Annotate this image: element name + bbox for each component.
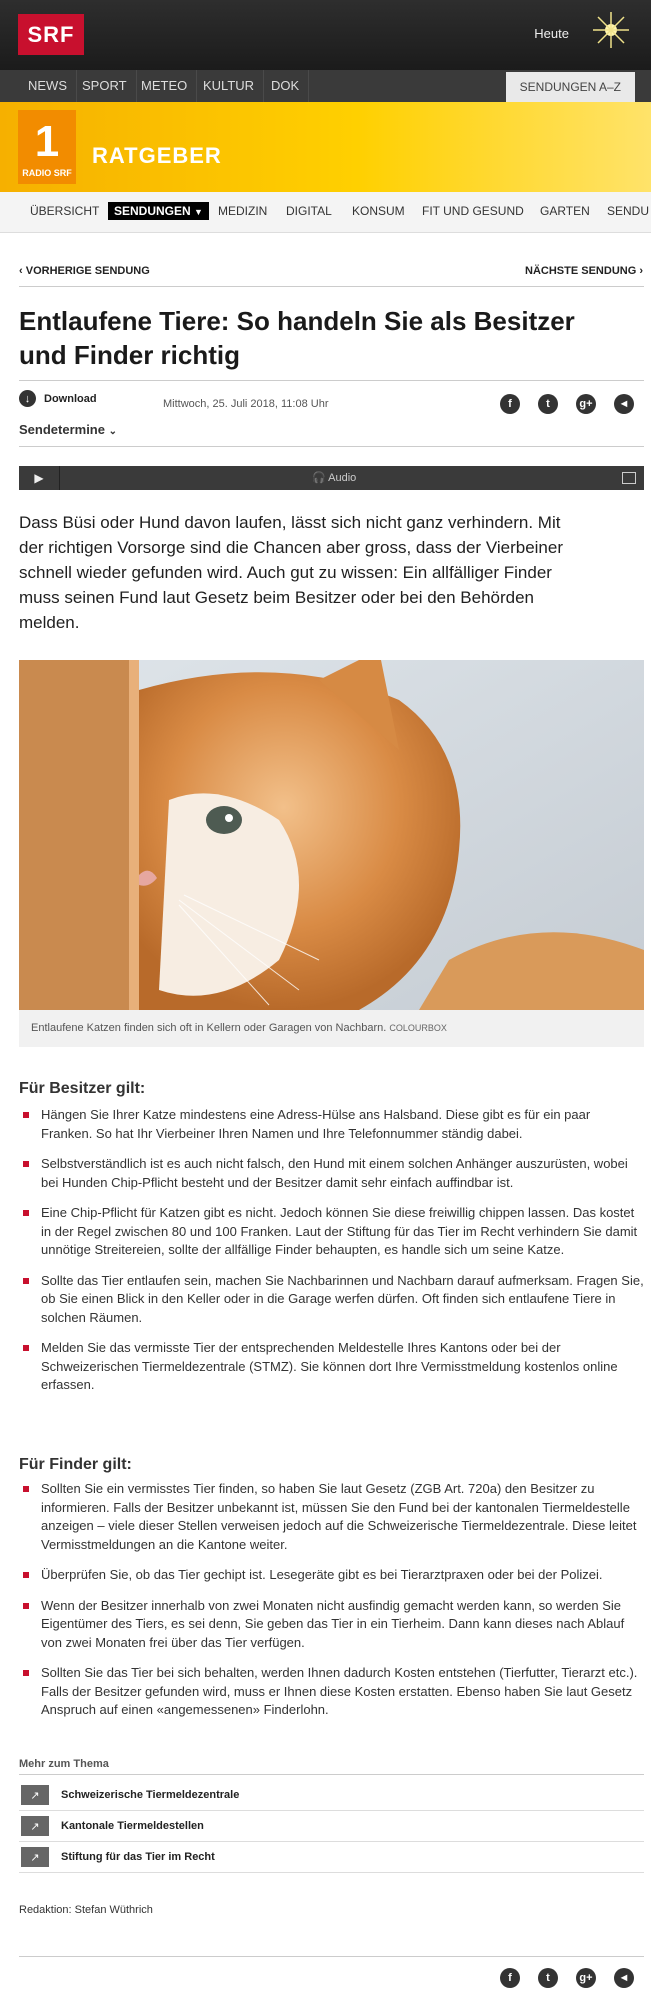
bullet-icon	[23, 1603, 29, 1609]
share-icon[interactable]: ◄	[614, 1968, 634, 1988]
twitter-icon[interactable]: t	[538, 1968, 558, 1988]
list-item-text: Sollten Sie ein vermisstes Tier finden, so haben Sie laut Gesetz (ZGB Art. 720a) den Besitzer zu informieren. Falls der Besitzer unbekannt ist, müssen Sie den Fund bei der kantonalen Tiermeldestelle anzeigen – viele dieser Stellen verweisen jedoch auf die Schweizerische Tiermeldezentrale. Diese leitet Vermisstmeldungen an die Kantone weiter.	[41, 1481, 637, 1552]
nav-sport[interactable]: SPORT	[73, 70, 137, 102]
cat-photo	[19, 660, 644, 1010]
download-button[interactable]	[19, 390, 97, 407]
list-item-text: Sollten Sie das Tier bei sich behalten, werden Ihnen dadurch Kosten entstehen (Tierfutter, Tierarzt etc.). Falls der Besitzer gefunden wird, muss er Ihnen diese Kosten erstatten. Ebenso haben Sie laut Gesetz Anspruch auf einen «angemessenen» Finderlohn.	[41, 1665, 638, 1717]
related-link[interactable]	[19, 1812, 644, 1842]
publish-date: Mittwoch, 25. Juli 2018, 11:08 Uhr	[163, 398, 329, 410]
caption-credit: COLOURBOX	[389, 1023, 447, 1033]
list-item-text: Eine Chip-Pflicht für Katzen gibt es nicht. Jedoch können Sie diese freiwillig chippen lassen. Das kostet in der Regel zwischen 80 und 100 Franken. Laut der Stiftung für das Tier im Recht verhindern Sie damit unnötige Streitereien, sollte der allfällige Finder behaupten, es handle sich um seine Katze.	[41, 1205, 638, 1257]
external-link-icon: ↗	[21, 1785, 49, 1805]
section-finder-title: Für Finder gilt:	[19, 1456, 132, 1473]
bullet-icon	[23, 1486, 29, 1492]
sub-nav	[0, 192, 651, 233]
audio-label	[312, 471, 356, 484]
list-item	[19, 1664, 644, 1720]
list-item	[19, 1339, 644, 1395]
sendungen-az-button[interactable]: SENDUNGEN A–Z	[506, 72, 635, 102]
svg-text:RADIO SRF: RADIO SRF	[22, 168, 72, 178]
nav-kultur[interactable]: KULTUR	[194, 70, 264, 102]
subnav-uebersicht[interactable]: ÜBERSICHT	[30, 204, 100, 218]
list-item	[19, 1566, 644, 1585]
sun-icon	[587, 8, 633, 54]
next-episode-label: NÄCHSTE SENDUNG	[525, 265, 637, 277]
photo-caption-box	[19, 1010, 644, 1047]
editor-credit: Redaktion: Stefan Wüthrich	[19, 1904, 153, 1916]
next-episode-link[interactable]	[525, 265, 643, 277]
facebook-icon[interactable]: f	[500, 394, 520, 414]
list-item	[19, 1204, 644, 1260]
top-bar	[0, 0, 651, 70]
twitter-icon[interactable]: t	[538, 394, 558, 414]
program-title[interactable]: RATGEBER	[92, 143, 222, 168]
bullet-icon	[23, 1112, 29, 1118]
list-item	[19, 1480, 644, 1554]
article-title: Entlaufene Tiere: So handeln Sie als Besitzer und Finder richtig	[19, 306, 575, 370]
list-item	[19, 1272, 644, 1328]
subnav-sendungen[interactable]	[108, 202, 209, 220]
photo-caption	[31, 1022, 447, 1034]
related-link-text: Kantonale Tiermeldestellen	[61, 1820, 204, 1832]
googleplus-icon[interactable]: g+	[576, 394, 596, 414]
list-item	[19, 1106, 644, 1143]
facebook-icon[interactable]: f	[500, 1968, 520, 1988]
chevron-right-icon: ›	[636, 265, 643, 277]
subnav-medizin[interactable]: MEDIZIN	[218, 204, 268, 218]
radio-srf-1-logo[interactable]	[18, 110, 76, 184]
related-link-text: Stiftung für das Tier im Recht	[61, 1851, 215, 1863]
audio-player	[19, 466, 644, 490]
nav-meteo[interactable]: METEO	[132, 70, 197, 102]
subnav-garten[interactable]: GARTEN	[540, 204, 590, 218]
svg-text:1: 1	[34, 117, 60, 166]
nav-dok[interactable]: DOK	[262, 70, 309, 102]
subnav-digital[interactable]: DIGITAL	[286, 204, 332, 218]
bullet-icon	[23, 1345, 29, 1351]
download-label: Download	[44, 392, 97, 405]
nav-news[interactable]: NEWS	[19, 70, 77, 102]
list-item	[19, 1597, 644, 1653]
prev-episode-label: VORHERIGE SENDUNG	[25, 265, 150, 277]
bullet-icon	[23, 1278, 29, 1284]
bullet-icon	[23, 1210, 29, 1216]
googleplus-icon[interactable]: g+	[576, 1968, 596, 1988]
srf-logo[interactable]: SRF	[18, 14, 84, 55]
prev-episode-link[interactable]	[19, 265, 150, 277]
list-item-text: Wenn der Besitzer innerhalb von zwei Monaten nicht ausfindig gemacht werden kann, so werden Sie Eigentümer des Tiers, es sei denn, Sie geben das Tier in ein Tierheim. Dann kann dieses nach Ablauf von zwei Monaten frei über das Tier verfügen.	[41, 1597, 625, 1650]
related-title: Mehr zum Thema	[19, 1758, 109, 1770]
list-item-text: Hängen Sie Ihrer Katze mindestens eine Adress-Hülse ans Halsband. Diese gibt es für ein paar Franken. So hat Ihr Vierbeiner Ihren Namen und Ihre Telefonnummer ständig dabei.	[41, 1107, 591, 1141]
bullet-icon	[23, 1670, 29, 1676]
bullet-icon	[23, 1161, 29, 1167]
section-besitzer-title: Für Besitzer gilt:	[19, 1080, 146, 1097]
heute-link[interactable]: Heute	[534, 26, 569, 41]
subnav-sendu[interactable]: SENDU	[607, 204, 650, 218]
list-item-text: Selbstverständlich ist es auch nicht falsch, den Hund mit einem solchen Anhänger auszurüsten, wobei bei Hunden Chip-Pflicht besteht und der Besitzer damit sehr einfach auffindbar ist.	[41, 1156, 628, 1190]
share-icon[interactable]: ◄	[614, 394, 634, 414]
chevron-down-icon: ⌄	[108, 426, 117, 437]
play-icon: ▶	[34, 471, 44, 485]
bullet-icon	[23, 1572, 29, 1578]
caption-text: Entlaufene Katzen finden sich oft in Kellern oder Garagen von Nachbarn.	[31, 1022, 387, 1034]
expand-player-icon[interactable]	[622, 472, 636, 484]
chevron-left-icon: ‹	[19, 265, 26, 277]
headphones-icon: 🎧	[312, 472, 329, 484]
related-link-text: Schweizerische Tiermeldezentrale	[61, 1789, 240, 1801]
divider	[19, 446, 644, 447]
list-item-text: Überprüfen Sie, ob das Tier gechipt ist. Lesegeräte gibt es bei Tierarztpraxen oder bei der Polizei.	[41, 1567, 603, 1582]
download-icon: ↓	[19, 390, 36, 407]
related-link[interactable]	[19, 1781, 644, 1811]
subnav-konsum[interactable]: KONSUM	[352, 204, 405, 218]
divider	[19, 1956, 644, 1957]
related-link[interactable]	[19, 1843, 644, 1873]
besitzer-list	[19, 1106, 644, 1407]
list-item	[19, 1155, 644, 1192]
audio-text: Audio	[328, 472, 357, 484]
list-item-text: Sollte das Tier entlaufen sein, machen Sie Nachbarinnen und Nachbarn darauf aufmerksam. Fragen Sie, ob Sie einen Blick in den Keller oder in die Garage werfen dürfen. Oft finden sich entlaufene Tiere in solchen Räumen.	[41, 1272, 644, 1325]
list-item-text: Melden Sie das vermisste Tier der entsprechenden Meldestelle Ihres Kantons oder bei der Schweizerischen Tiermeldezentrale (STMZ). Sie können dort Ihre Vermisstmeldung kostenlos online erfassen.	[41, 1340, 618, 1392]
divider	[19, 380, 644, 381]
divider	[19, 286, 644, 287]
caret-down-icon: ▼	[194, 207, 203, 217]
external-link-icon: ↗	[21, 1847, 49, 1867]
subnav-fit-und-gesund[interactable]: FIT UND GESUND	[422, 204, 524, 218]
subnav-sendungen-label: SENDUNGEN	[114, 204, 191, 218]
finder-list	[19, 1480, 644, 1732]
play-button[interactable]	[19, 466, 60, 490]
article-lead: Dass Büsi oder Hund davon laufen, lässt sich nicht ganz verhindern. Mit der richtigen Vorsorge sind die Chancen aber gross, dass der Vierbeiner schnell wieder gefunden wird. Auch gut zu wissen: Ein allfälliger Finder muss seinen Fund laut Gesetz beim Besitzer oder bei den Behörden melden.	[19, 513, 563, 632]
sendetermine-toggle[interactable]	[19, 422, 117, 437]
divider	[19, 1774, 644, 1775]
sendetermine-label: Sendetermine	[19, 422, 105, 437]
external-link-icon: ↗	[21, 1816, 49, 1836]
